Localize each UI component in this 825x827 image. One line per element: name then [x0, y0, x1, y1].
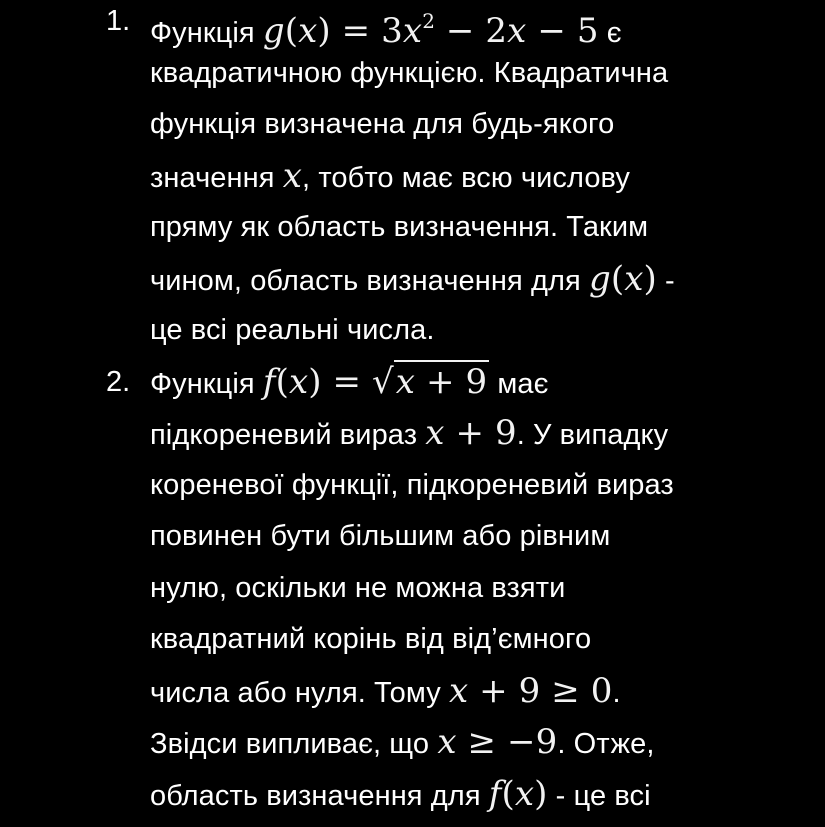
text-line: Звідси випливає, що x ≥ −9. Отже, [150, 722, 655, 762]
math-expression: x [282, 155, 303, 196]
text-line: нулю, оскільки не можна взяти [150, 571, 566, 604]
text-line: це всі реальні числа. [150, 314, 435, 346]
text-line: пряму як область визначення. Таким [150, 211, 649, 243]
math-expression: x + 9 [425, 413, 517, 453]
square-root: √x + 9 [372, 361, 488, 402]
text-line: підкореневий вираз x + 9. У випадку [150, 413, 669, 453]
item-number: 1. [106, 5, 131, 37]
text-line: квадратичною функцією. Квадратична [150, 56, 669, 89]
text-line: числа або нуля. Тому x + 9 ≥ 0. [150, 670, 621, 711]
math-expression: x + 9 ≥ 0 [448, 670, 613, 711]
text-line: функція визначена для будь-якого [150, 108, 615, 140]
math-expression: g(x) [588, 258, 657, 299]
text-line: кореневої функції, підкореневий вираз [150, 468, 674, 501]
text-line: Функція $g(x) = 3x^2 - 2x - 5$ є [150, 9, 622, 51]
item-number: 2. [106, 365, 131, 398]
list-item-2 [0, 357, 825, 821]
text-line: повинен бути більшим або рівним [150, 520, 611, 552]
text-line: квадратний корінь від від’ємного [150, 623, 592, 655]
text-line: значення x, тобто має всю числову [150, 155, 631, 196]
math-expression: f(x) [488, 773, 548, 814]
math-expression: $g(x) = 3x^2 - 2x - 5$ [262, 9, 599, 51]
text-line: Функція f(x) = √x + 9 має [150, 357, 825, 409]
math-expression: f(x) = √x + 9 [263, 362, 489, 402]
text-line: чином, область визначення для g(x) - [150, 258, 675, 299]
math-expression: x ≥ −9 [437, 722, 558, 762]
list-item-1 [0, 0, 825, 357]
text-line: область визначення для f(x) - це всі [150, 773, 651, 814]
